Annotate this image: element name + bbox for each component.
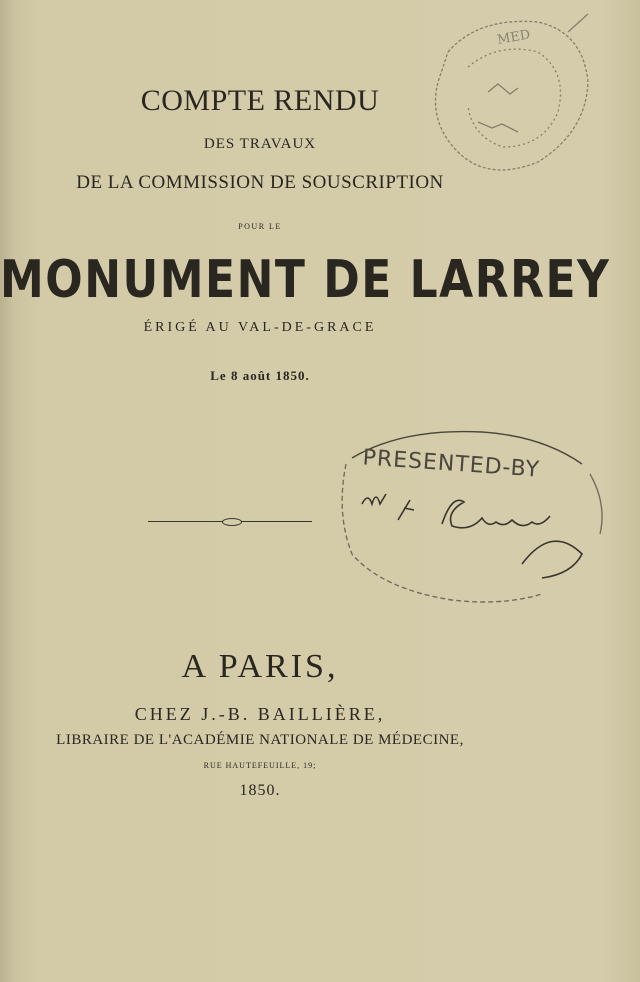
subtitle-pour-le: POUR LE [238,222,282,231]
subtitle-commission: DE LA COMMISSION DE SOUSCRIPTION [76,172,444,193]
date-line: Le 8 août 1850. [210,368,310,383]
main-title-monument: MONUMENT DE LARREY [0,250,611,311]
title-compte-rendu: COMPTE RENDU [140,84,380,117]
imprint-address: RUE HAUTEFEUILLE, 19; [203,761,317,770]
library-stamp-icon [418,12,596,188]
imprint-city: A PARIS, [181,648,339,685]
svg-text:MED: MED [496,27,532,48]
imprint-publisher-desc: LIBRAIRE DE L'ACADÉMIE NATIONALE DE MÉDECINE, [56,732,464,748]
presented-by-text: PRESENTED-BY [361,445,541,483]
subtitle-erige: ÉRIGÉ AU VAL-DE-GRACE [143,320,377,335]
subtitle-des-travaux: DES TRAVAUX [203,136,317,152]
imprint-publisher: CHEZ J.-B. BAILLIÈRE, [134,704,386,724]
ornamental-rule-knot [222,518,242,526]
imprint-year: 1850. [239,782,281,799]
presented-by-stamp-icon [332,424,622,610]
